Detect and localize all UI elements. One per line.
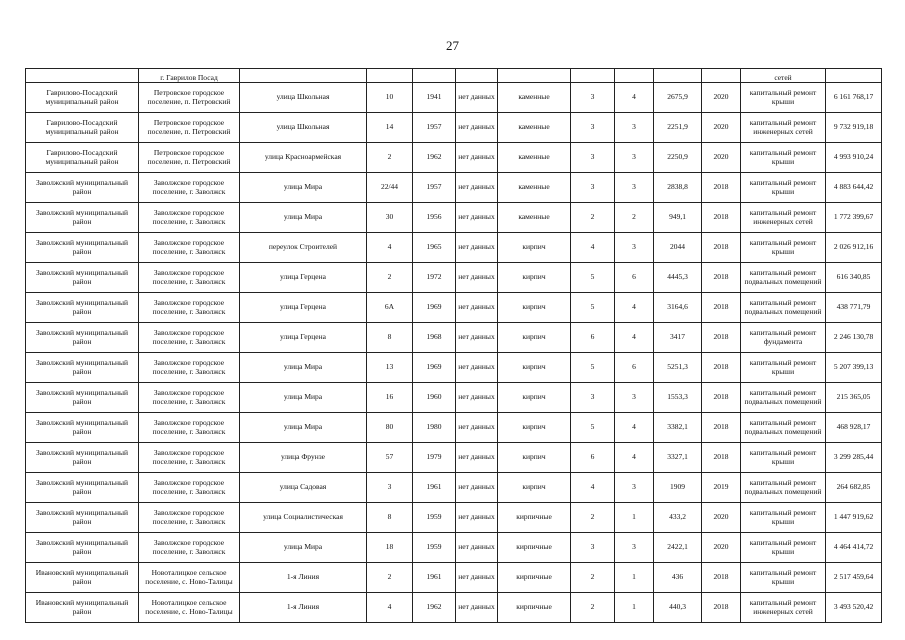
cell-floors: 2 (571, 203, 615, 233)
cell-street: улица Герцена (240, 293, 367, 323)
cell-area: 2250,9 (654, 143, 702, 173)
cell-settlement: Заволжское городское поселение, г. Заволжск (139, 233, 240, 263)
cell-flag (456, 69, 498, 83)
cell-flag: нет данных (456, 353, 498, 383)
cell-area: 1909 (654, 473, 702, 503)
cell-municipality: Заволжский муниципальный район (26, 173, 139, 203)
cell-house: 2 (367, 143, 413, 173)
cell-walls: каменные (498, 113, 571, 143)
cell-entrances: 3 (615, 113, 654, 143)
cell-year: 1968 (413, 323, 456, 353)
cell-settlement: Заволжское городское поселение, г. Заволжск (139, 473, 240, 503)
cell-flag: нет данных (456, 233, 498, 263)
cell-entrances: 3 (615, 533, 654, 563)
cell-floors: 3 (571, 83, 615, 113)
table-row (26, 323, 882, 353)
cell-settlement: Заволжское городское поселение, г. Заволжск (139, 503, 240, 533)
cell-area: 949,1 (654, 203, 702, 233)
cell-municipality: Заволжский муниципальный район (26, 263, 139, 293)
cell-cost: 3 299 285,44 (826, 443, 882, 473)
cell-street: улица Школьная (240, 83, 367, 113)
cell-flag: нет данных (456, 113, 498, 143)
cell-entrances: 4 (615, 83, 654, 113)
cell-plan-year: 2018 (702, 413, 741, 443)
cell-plan-year: 2020 (702, 533, 741, 563)
cell-work: капитальный ремонт крыши (741, 443, 826, 473)
cell-municipality: Заволжский муниципальный район (26, 473, 139, 503)
cell-municipality: Заволжский муниципальный район (26, 503, 139, 533)
cell-settlement: Новоталицкое сельское поселение, с. Ново-Талицы (139, 563, 240, 593)
cell-work: капитальный ремонт подвальных помещений (741, 473, 826, 503)
cell-walls: кирпич (498, 383, 571, 413)
cell-street: улица Мира (240, 413, 367, 443)
cell-house: 6А (367, 293, 413, 323)
cell-year: 1959 (413, 533, 456, 563)
cell-municipality: Заволжский муниципальный район (26, 413, 139, 443)
cell-plan-year: 2020 (702, 143, 741, 173)
cell-entrances: 6 (615, 263, 654, 293)
cell-flag: нет данных (456, 263, 498, 293)
cell-area: 2422,1 (654, 533, 702, 563)
cell-flag: нет данных (456, 203, 498, 233)
cell-settlement: Заволжское городское поселение, г. Заволжск (139, 293, 240, 323)
table-row (26, 533, 882, 563)
cell-floors (571, 69, 615, 83)
cell-municipality: Заволжский муниципальный район (26, 233, 139, 263)
cell-walls: каменные (498, 143, 571, 173)
cell-floors: 5 (571, 413, 615, 443)
cell-settlement: Петровское городское поселение, п. Петровский (139, 113, 240, 143)
cell-walls: каменные (498, 203, 571, 233)
cell-settlement: Заволжское городское поселение, г. Заволжск (139, 323, 240, 353)
cell-work: капитальный ремонт крыши (741, 173, 826, 203)
cell-settlement: Заволжское городское поселение, г. Заволжск (139, 443, 240, 473)
cell-walls: кирпич (498, 413, 571, 443)
cell-flag: нет данных (456, 143, 498, 173)
cell-house: 8 (367, 323, 413, 353)
cell-street: улица Фрунзе (240, 443, 367, 473)
cell-cost: 468 928,17 (826, 413, 882, 443)
cell-settlement: Заволжское городское поселение, г. Заволжск (139, 413, 240, 443)
cell-area: 2251,9 (654, 113, 702, 143)
cell-municipality (26, 69, 139, 83)
cell-cost: 4 993 910,24 (826, 143, 882, 173)
cell-area: 436 (654, 563, 702, 593)
cell-year: 1957 (413, 113, 456, 143)
cell-entrances: 4 (615, 293, 654, 323)
cell-floors: 6 (571, 323, 615, 353)
cell-house: 2 (367, 263, 413, 293)
table-row (26, 293, 882, 323)
cell-municipality: Заволжский муниципальный район (26, 323, 139, 353)
cell-municipality: Гаврилово-Посадский муниципальный район (26, 113, 139, 143)
cell-walls: кирпич (498, 323, 571, 353)
cell-floors: 4 (571, 473, 615, 503)
cell-floors: 2 (571, 503, 615, 533)
cell-entrances: 1 (615, 593, 654, 623)
cell-street: 1-я Линия (240, 563, 367, 593)
cell-street: 1-я Линия (240, 593, 367, 623)
cell-area: 2838,8 (654, 173, 702, 203)
cell-municipality: Заволжский муниципальный район (26, 443, 139, 473)
cell-street: улица Школьная (240, 113, 367, 143)
cell-flag: нет данных (456, 443, 498, 473)
cell-work: капитальный ремонт подвальных помещений (741, 383, 826, 413)
cell-street: улица Герцена (240, 263, 367, 293)
cell-plan-year: 2018 (702, 563, 741, 593)
cell-street: переулок Строителей (240, 233, 367, 263)
cell-settlement: Заволжское городское поселение, г. Заволжск (139, 353, 240, 383)
cell-cost: 264 682,85 (826, 473, 882, 503)
cell-walls: кирпич (498, 473, 571, 503)
cell-year: 1961 (413, 563, 456, 593)
cell-year: 1959 (413, 503, 456, 533)
cell-house: 30 (367, 203, 413, 233)
cell-plan-year: 2018 (702, 353, 741, 383)
cell-area: 2675,9 (654, 83, 702, 113)
cell-settlement: Петровское городское поселение, п. Петровский (139, 83, 240, 113)
cell-floors: 3 (571, 143, 615, 173)
cell-plan-year (702, 69, 741, 83)
cell-cost: 616 340,85 (826, 263, 882, 293)
table-row (26, 263, 882, 293)
cell-municipality: Ивановский муниципальный район (26, 563, 139, 593)
cell-plan-year: 2018 (702, 173, 741, 203)
table-row (26, 83, 882, 113)
cell-flag: нет данных (456, 533, 498, 563)
table-row (26, 233, 882, 263)
table-row (26, 203, 882, 233)
table-row (26, 503, 882, 533)
cell-walls: кирпич (498, 293, 571, 323)
cell-flag: нет данных (456, 503, 498, 533)
cell-cost: 1 447 919,62 (826, 503, 882, 533)
cell-flag: нет данных (456, 593, 498, 623)
table-row (26, 443, 882, 473)
cell-floors: 4 (571, 233, 615, 263)
cell-house: 57 (367, 443, 413, 473)
cell-street: улица Садовая (240, 473, 367, 503)
cell-house: 3 (367, 473, 413, 503)
housing-repair-table (25, 68, 882, 623)
cell-cost: 6 161 768,17 (826, 83, 882, 113)
cell-entrances: 4 (615, 323, 654, 353)
cell-entrances: 4 (615, 413, 654, 443)
cell-floors: 3 (571, 383, 615, 413)
cell-year: 1962 (413, 143, 456, 173)
cell-year: 1941 (413, 83, 456, 113)
cell-floors: 2 (571, 593, 615, 623)
cell-year: 1965 (413, 233, 456, 263)
cell-work: капитальный ремонт подвальных помещений (741, 293, 826, 323)
cell-flag: нет данных (456, 473, 498, 503)
cell-cost: 5 207 399,13 (826, 353, 882, 383)
cell-plan-year: 2018 (702, 593, 741, 623)
table-row (26, 353, 882, 383)
cell-house: 8 (367, 503, 413, 533)
cell-plan-year: 2018 (702, 443, 741, 473)
cell-municipality: Заволжский муниципальный район (26, 533, 139, 563)
cell-entrances: 6 (615, 353, 654, 383)
cell-plan-year: 2020 (702, 113, 741, 143)
cell-municipality: Заволжский муниципальный район (26, 383, 139, 413)
cell-flag: нет данных (456, 383, 498, 413)
cell-area: 440,3 (654, 593, 702, 623)
cell-street: улица Красноармейская (240, 143, 367, 173)
cell-work: капитальный ремонт фундамента (741, 323, 826, 353)
cell-house: 4 (367, 593, 413, 623)
table-row-continuation (26, 69, 882, 83)
cell-area (654, 69, 702, 83)
cell-area: 3417 (654, 323, 702, 353)
cell-year: 1961 (413, 473, 456, 503)
cell-year: 1969 (413, 293, 456, 323)
table-row (26, 143, 882, 173)
table-row (26, 383, 882, 413)
cell-work: капитальный ремонт крыши (741, 533, 826, 563)
cell-floors: 5 (571, 293, 615, 323)
cell-house: 4 (367, 233, 413, 263)
cell-entrances: 3 (615, 233, 654, 263)
cell-work: капитальный ремонт инженерных сетей (741, 593, 826, 623)
cell-cost: 9 732 919,18 (826, 113, 882, 143)
cell-settlement: Заволжское городское поселение, г. Заволжск (139, 173, 240, 203)
cell-work: капитальный ремонт инженерных сетей (741, 113, 826, 143)
cell-walls: кирпич (498, 233, 571, 263)
cell-walls: кирпичные (498, 563, 571, 593)
cell-walls: каменные (498, 173, 571, 203)
cell-work: капитальный ремонт крыши (741, 353, 826, 383)
cell-year: 1956 (413, 203, 456, 233)
cell-area: 2044 (654, 233, 702, 263)
cell-walls: каменные (498, 83, 571, 113)
cell-settlement: Заволжское городское поселение, г. Заволжск (139, 533, 240, 563)
cell-cost (826, 69, 882, 83)
table-row (26, 173, 882, 203)
cell-plan-year: 2018 (702, 203, 741, 233)
cell-house: 80 (367, 413, 413, 443)
cell-area: 3382,1 (654, 413, 702, 443)
cell-municipality: Заволжский муниципальный район (26, 353, 139, 383)
cell-work: капитальный ремонт инженерных сетей (741, 203, 826, 233)
table-row (26, 593, 882, 623)
cell-cost: 2 517 459,64 (826, 563, 882, 593)
cell-street: улица Мира (240, 353, 367, 383)
cell-work: капитальный ремонт подвальных помещений (741, 413, 826, 443)
cell-plan-year: 2018 (702, 323, 741, 353)
cell-entrances (615, 69, 654, 83)
cell-house: 22/44 (367, 173, 413, 203)
cell-plan-year: 2018 (702, 383, 741, 413)
cell-year: 1972 (413, 263, 456, 293)
cell-year (413, 69, 456, 83)
cell-street: улица Социалистическая (240, 503, 367, 533)
cell-entrances: 3 (615, 143, 654, 173)
cell-settlement: Петровское городское поселение, п. Петровский (139, 143, 240, 173)
cell-walls: кирпич (498, 443, 571, 473)
cell-floors: 5 (571, 263, 615, 293)
table-row (26, 413, 882, 443)
cell-year: 1979 (413, 443, 456, 473)
cell-floors: 5 (571, 353, 615, 383)
cell-settlement: Новоталицкое сельское поселение, с. Ново-Талицы (139, 593, 240, 623)
cell-work: капитальный ремонт крыши (741, 233, 826, 263)
cell-flag: нет данных (456, 173, 498, 203)
cell-floors: 2 (571, 563, 615, 593)
cell-municipality: Заволжский муниципальный район (26, 203, 139, 233)
cell-flag: нет данных (456, 413, 498, 443)
cell-floors: 3 (571, 173, 615, 203)
table-row (26, 113, 882, 143)
cell-year: 1962 (413, 593, 456, 623)
cell-year: 1960 (413, 383, 456, 413)
cell-municipality: Ивановский муниципальный район (26, 593, 139, 623)
cell-house: 2 (367, 563, 413, 593)
cell-walls: кирпичные (498, 533, 571, 563)
cell-house: 16 (367, 383, 413, 413)
cell-area: 5251,3 (654, 353, 702, 383)
cell-street: улица Мира (240, 383, 367, 413)
cell-floors: 3 (571, 113, 615, 143)
cell-plan-year: 2018 (702, 263, 741, 293)
cell-street: улица Мира (240, 203, 367, 233)
cell-cost: 1 772 399,67 (826, 203, 882, 233)
cell-house: 10 (367, 83, 413, 113)
cell-year: 1980 (413, 413, 456, 443)
cell-floors: 3 (571, 533, 615, 563)
cell-cost: 2 026 912,16 (826, 233, 882, 263)
cell-plan-year: 2019 (702, 473, 741, 503)
cell-work: капитальный ремонт подвальных помещений (741, 263, 826, 293)
cell-area: 1553,3 (654, 383, 702, 413)
cell-flag: нет данных (456, 563, 498, 593)
cell-walls (498, 69, 571, 83)
cell-cost: 438 771,79 (826, 293, 882, 323)
cell-settlement: Заволжское городское поселение, г. Заволжск (139, 203, 240, 233)
cell-walls: кирпичные (498, 593, 571, 623)
table-row (26, 563, 882, 593)
cell-street: улица Мира (240, 533, 367, 563)
cell-house: 13 (367, 353, 413, 383)
cell-plan-year: 2020 (702, 83, 741, 113)
cell-work: капитальный ремонт крыши (741, 143, 826, 173)
cell-entrances: 1 (615, 503, 654, 533)
cell-house: 14 (367, 113, 413, 143)
table-row (26, 473, 882, 503)
cell-settlement: Заволжское городское поселение, г. Заволжск (139, 263, 240, 293)
cell-plan-year: 2018 (702, 293, 741, 323)
cell-entrances: 4 (615, 443, 654, 473)
cell-work: капитальный ремонт крыши (741, 503, 826, 533)
cell-entrances: 1 (615, 563, 654, 593)
cell-work: сетей (741, 69, 826, 83)
cell-municipality: Гаврилово-Посадский муниципальный район (26, 83, 139, 113)
cell-cost: 4 464 414,72 (826, 533, 882, 563)
cell-entrances: 3 (615, 473, 654, 503)
cell-work: капитальный ремонт крыши (741, 563, 826, 593)
cell-flag: нет данных (456, 293, 498, 323)
cell-entrances: 3 (615, 383, 654, 413)
cell-street: улица Мира (240, 173, 367, 203)
cell-settlement: г. Гаврилов Посад (139, 69, 240, 83)
cell-area: 433,2 (654, 503, 702, 533)
cell-area: 4445,3 (654, 263, 702, 293)
cell-street (240, 69, 367, 83)
cell-area: 3164,6 (654, 293, 702, 323)
cell-walls: кирпичные (498, 503, 571, 533)
cell-plan-year: 2020 (702, 503, 741, 533)
cell-flag: нет данных (456, 323, 498, 353)
cell-municipality: Заволжский муниципальный район (26, 293, 139, 323)
cell-cost: 2 246 130,78 (826, 323, 882, 353)
cell-street: улица Герцена (240, 323, 367, 353)
cell-walls: кирпич (498, 353, 571, 383)
cell-house (367, 69, 413, 83)
cell-work: капитальный ремонт крыши (741, 83, 826, 113)
cell-settlement: Заволжское городское поселение, г. Заволжск (139, 383, 240, 413)
cell-floors: 6 (571, 443, 615, 473)
cell-year: 1969 (413, 353, 456, 383)
cell-cost: 215 365,05 (826, 383, 882, 413)
cell-area: 3327,1 (654, 443, 702, 473)
cell-cost: 4 883 644,42 (826, 173, 882, 203)
cell-plan-year: 2018 (702, 233, 741, 263)
cell-house: 18 (367, 533, 413, 563)
cell-year: 1957 (413, 173, 456, 203)
cell-entrances: 3 (615, 173, 654, 203)
cell-municipality: Гаврилово-Посадский муниципальный район (26, 143, 139, 173)
page-number: 27 (446, 38, 459, 53)
cell-entrances: 2 (615, 203, 654, 233)
cell-flag: нет данных (456, 83, 498, 113)
cell-walls: кирпич (498, 263, 571, 293)
cell-cost: 3 493 520,42 (826, 593, 882, 623)
